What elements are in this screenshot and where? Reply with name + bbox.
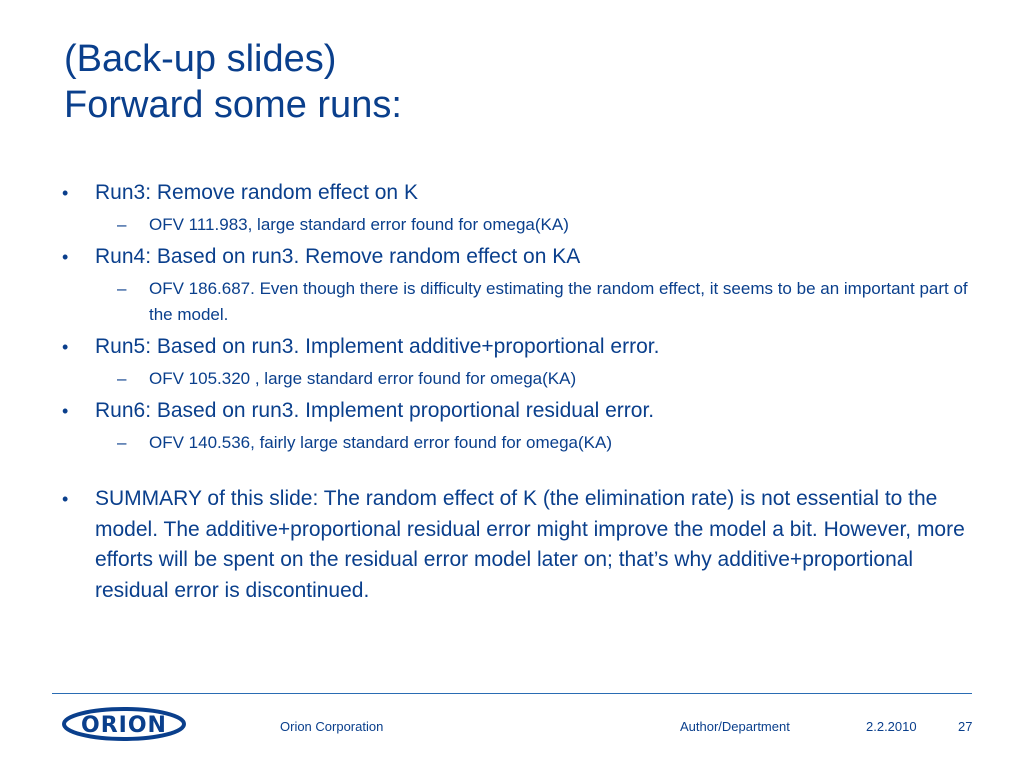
bullet-marker: • xyxy=(62,337,69,357)
bullet-text: Run3: Remove random effect on K xyxy=(95,181,418,204)
footer-page-number: 27 xyxy=(958,719,973,734)
orion-logo-mark xyxy=(62,707,186,741)
sub-bullet-text: OFV 111.983, large standard error found for omega(KA) xyxy=(149,215,569,234)
bullet-item xyxy=(62,396,972,426)
sub-bullet-item xyxy=(117,212,972,238)
sub-bullet-text: OFV 105.320 , large standard error found for omega(KA) xyxy=(149,369,577,388)
bullet-marker: • xyxy=(62,401,69,421)
dash-marker: – xyxy=(117,279,127,298)
footer-divider xyxy=(52,693,972,694)
sub-bullet-item xyxy=(117,430,972,456)
summary-text: SUMMARY of this slide: The random effect of K (the elimination rate) is not essential to the model. The additive+proportional residual error might improve the model a bit. However, more efforts will be spent on the residual error model later on; that’s why additive+proportional residual error is discontinued. xyxy=(95,487,965,602)
bullet-marker: • xyxy=(62,183,69,203)
bullet-item xyxy=(62,178,972,208)
logo-wordmark: ORION xyxy=(81,713,167,738)
slide-title xyxy=(64,36,402,128)
dash-marker: – xyxy=(117,369,127,388)
sub-bullet-item xyxy=(117,366,972,392)
orion-logo xyxy=(62,707,186,746)
bullet-marker: • xyxy=(62,247,69,267)
slide-body xyxy=(62,178,972,610)
footer-company: Orion Corporation xyxy=(280,719,384,734)
summary-bullet xyxy=(62,484,972,606)
bullet-text: Run5: Based on run3. Implement additive+proportional error. xyxy=(95,335,660,358)
bullet-item xyxy=(62,242,972,272)
dash-marker: – xyxy=(117,215,127,234)
title-line-2: Forward some runs: xyxy=(64,84,402,126)
title-line-1: (Back-up slides) xyxy=(64,38,337,80)
sub-bullet-text: OFV 186.687. Even though there is difficulty estimating the random effect, it seems to be an important part of the model. xyxy=(149,279,968,324)
bullet-marker: • xyxy=(62,489,69,509)
sub-bullet-text: OFV 140.536, fairly large standard error found for omega(KA) xyxy=(149,433,613,452)
footer-date: 2.2.2010 xyxy=(866,719,917,734)
dash-marker: – xyxy=(117,433,127,452)
sub-bullet-item xyxy=(117,276,972,328)
bullet-text: Run4: Based on run3. Remove random effect on KA xyxy=(95,245,581,268)
spacer xyxy=(62,460,972,484)
footer-author: Author/Department xyxy=(680,719,790,734)
bullet-item xyxy=(62,332,972,362)
bullet-text: Run6: Based on run3. Implement proportional residual error. xyxy=(95,399,655,422)
